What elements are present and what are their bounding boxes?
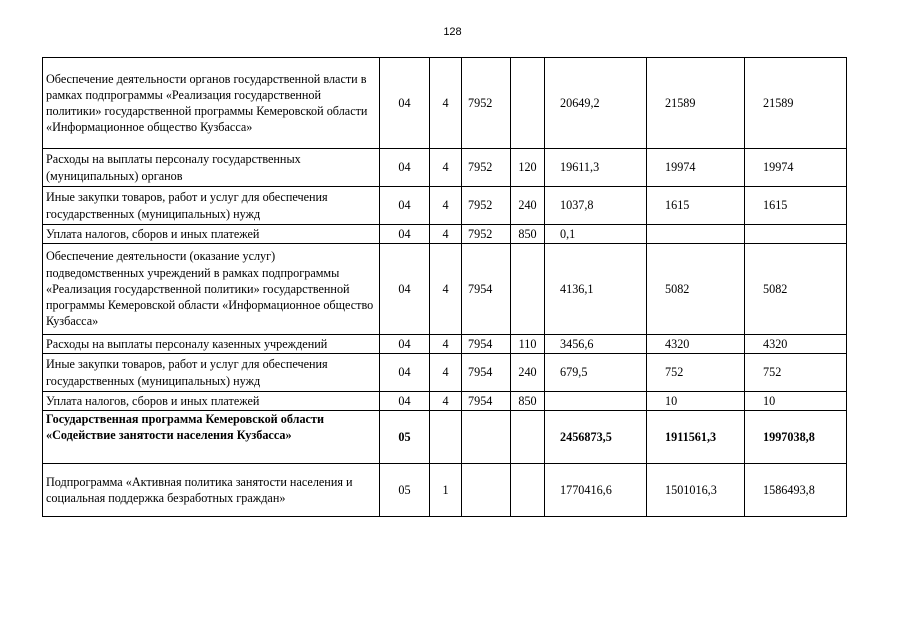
row-name-cell: Обеспечение деятельности (оказание услуг) подведомственных учреждений в рамках подпрограммы «Реализация государственной политики» государственной программы Кемеровской области «Информационное общество Кузбасса» [43,244,380,335]
expense-type-cell [511,58,545,149]
expense-type-cell: 240 [511,354,545,392]
target-code-cell: 7954 [462,335,511,354]
amount-year1-cell: 2456873,5 [545,411,647,464]
subsection-code-cell: 4 [430,335,462,354]
table-row [43,335,847,354]
amount-year1-cell: 3456,6 [545,335,647,354]
table-row [43,58,847,149]
amount-year3-cell: 5082 [745,244,847,335]
subsection-code-cell: 4 [430,58,462,149]
target-code-cell: 7954 [462,392,511,411]
expense-type-cell [511,464,545,517]
table-row [43,392,847,411]
section-code-cell: 04 [380,354,430,392]
amount-year3-cell [745,225,847,244]
expense-type-cell: 850 [511,225,545,244]
amount-year2-cell: 5082 [647,244,745,335]
page-number: 128 [443,26,462,38]
section-code-cell: 04 [380,149,430,187]
row-name-cell: Иные закупки товаров, работ и услуг для обеспечения государственных (муниципальных) нужд [43,187,380,225]
table-row [43,225,847,244]
section-code-cell: 05 [380,411,430,464]
expense-type-cell: 850 [511,392,545,411]
amount-year3-cell: 21589 [745,58,847,149]
amount-year1-cell: 19611,3 [545,149,647,187]
target-code-cell: 7952 [462,149,511,187]
amount-year2-cell: 752 [647,354,745,392]
target-code-cell: 7954 [462,244,511,335]
target-code-cell [462,464,511,517]
section-code-cell: 04 [380,244,430,335]
row-name-cell: Расходы на выплаты персоналу государственных (муниципальных) органов [43,149,380,187]
row-name-cell: Иные закупки товаров, работ и услуг для обеспечения государственных (муниципальных) нужд [43,354,380,392]
amount-year2-cell: 19974 [647,149,745,187]
amount-year1-cell: 1770416,6 [545,464,647,517]
subsection-code-cell: 4 [430,244,462,335]
row-name-cell: Уплата налогов, сборов и иных платежей [43,225,380,244]
amount-year3-cell: 19974 [745,149,847,187]
amount-year2-cell: 1911561,3 [647,411,745,464]
subsection-code-cell: 4 [430,354,462,392]
subsection-code-cell [430,411,462,464]
row-name-cell: Расходы на выплаты персоналу казенных учреждений [43,335,380,354]
table-row [43,411,847,464]
budget-table [42,57,847,517]
section-code-cell: 04 [380,335,430,354]
expense-type-cell [511,244,545,335]
section-code-cell: 04 [380,225,430,244]
table-row [43,187,847,225]
target-code-cell [462,411,511,464]
amount-year2-cell: 4320 [647,335,745,354]
section-code-cell: 05 [380,464,430,517]
expense-type-cell: 240 [511,187,545,225]
table-row [43,244,847,335]
target-code-cell: 7954 [462,354,511,392]
target-code-cell: 7952 [462,58,511,149]
amount-year2-cell: 1501016,3 [647,464,745,517]
subsection-code-cell: 4 [430,187,462,225]
amount-year1-cell: 0,1 [545,225,647,244]
amount-year2-cell: 10 [647,392,745,411]
table-row [43,464,847,517]
amount-year3-cell: 752 [745,354,847,392]
amount-year1-cell [545,392,647,411]
row-name-cell: Обеспечение деятельности органов государственной власти в рамках подпрограммы «Реализация государственной политики» государственной программы Кемеровской области «Информационное общество Кузбасса» [43,58,380,149]
subsection-code-cell: 4 [430,225,462,244]
section-code-cell: 04 [380,392,430,411]
subsection-code-cell: 4 [430,149,462,187]
row-name-cell: Уплата налогов, сборов и иных платежей [43,392,380,411]
amount-year2-cell [647,225,745,244]
amount-year3-cell: 1586493,8 [745,464,847,517]
amount-year2-cell: 1615 [647,187,745,225]
amount-year1-cell: 1037,8 [545,187,647,225]
target-code-cell: 7952 [462,225,511,244]
amount-year3-cell: 4320 [745,335,847,354]
row-name-cell: Государственная программа Кемеровской области «Содействие занятости населения Кузбасса» [43,411,380,464]
subsection-code-cell: 4 [430,392,462,411]
expense-type-cell: 120 [511,149,545,187]
amount-year3-cell: 10 [745,392,847,411]
table-row [43,354,847,392]
amount-year3-cell: 1997038,8 [745,411,847,464]
target-code-cell: 7952 [462,187,511,225]
expense-type-cell: 110 [511,335,545,354]
expense-type-cell [511,411,545,464]
subsection-code-cell: 1 [430,464,462,517]
amount-year3-cell: 1615 [745,187,847,225]
amount-year1-cell: 4136,1 [545,244,647,335]
table-row [43,149,847,187]
amount-year1-cell: 20649,2 [545,58,647,149]
row-name-cell: Подпрограмма «Активная политика занятости населения и социальная поддержка безработных граждан» [43,464,380,517]
amount-year2-cell: 21589 [647,58,745,149]
section-code-cell: 04 [380,187,430,225]
amount-year1-cell: 679,5 [545,354,647,392]
section-code-cell: 04 [380,58,430,149]
